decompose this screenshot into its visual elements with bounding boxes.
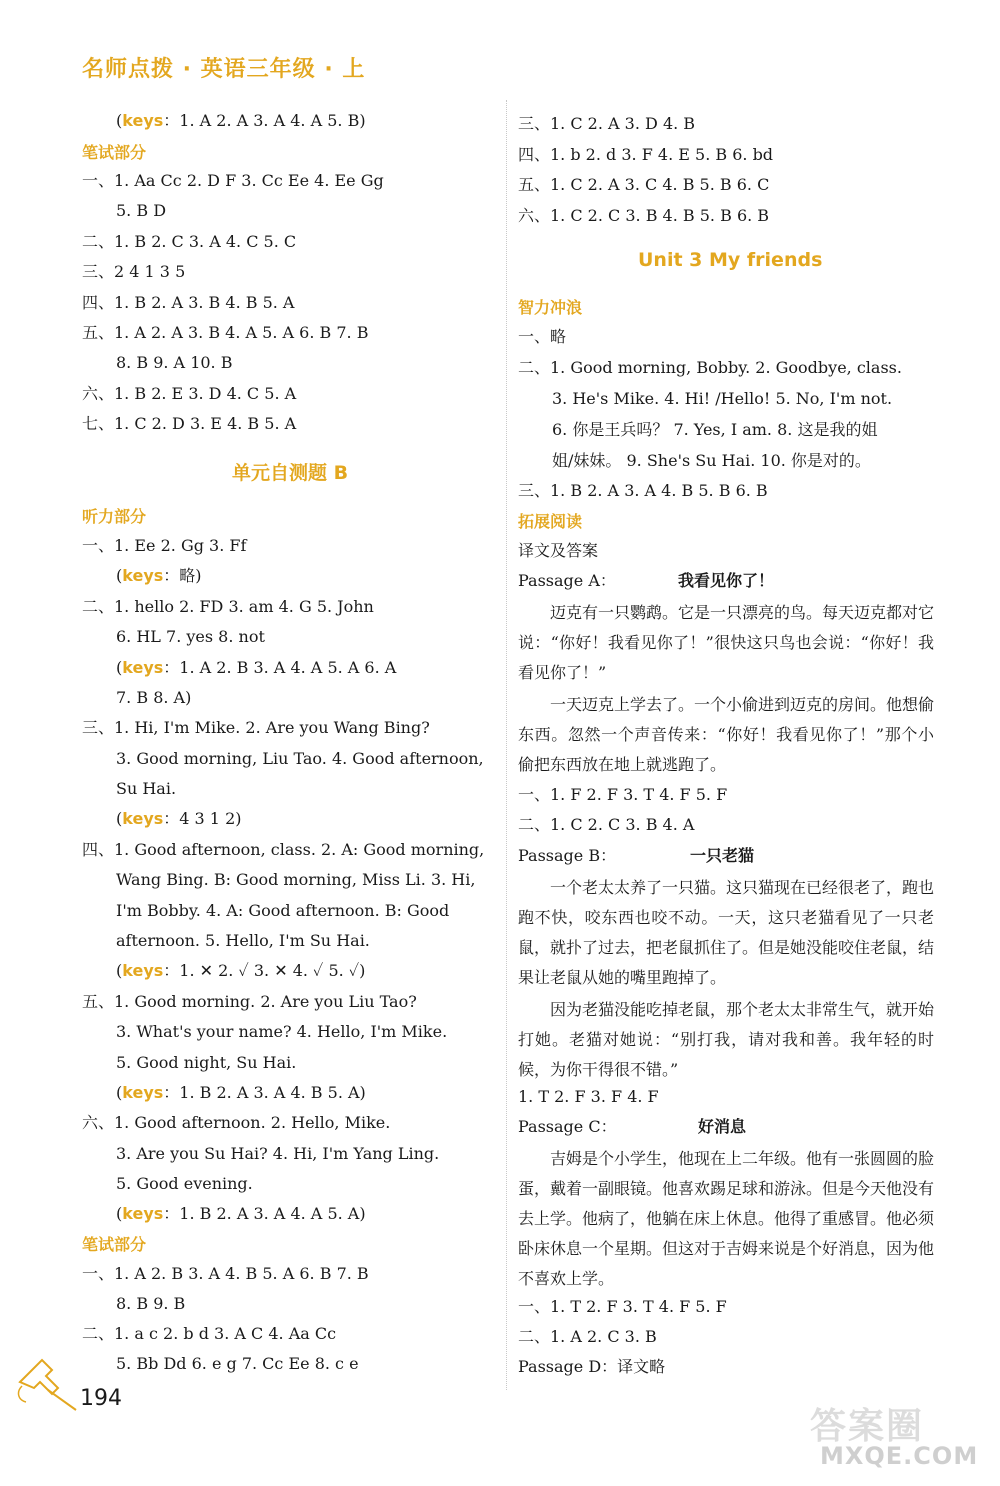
section-heading-reading: 拓展阅读: [518, 512, 583, 531]
answer-line: 8. B 9. A 10. B: [116, 353, 233, 372]
answer-line: 三、2 4 1 3 5: [82, 262, 186, 281]
passage-paragraph: 一天迈克上学去了。一个小偷进到迈克的房间。他想偷东西。忽然一个声音传来：“你好！我看见你了！”那个小偷把东西放在地上就逃跑了。: [518, 695, 935, 774]
keys-label: keys: [122, 809, 164, 828]
paren: (: [116, 961, 123, 980]
pushpin-icon: [12, 1352, 82, 1412]
subheading: 译文及答案: [518, 541, 599, 560]
passage-paragraph: 吉姆是个小学生，他现在上二年级。他有一张圆圆的脸蛋，戴着一副眼镜。他喜欢踢足球和游泳。但是今天他没有去上学。他病了，他躺在床上休息。他得了重感冒。他必须卧床休息一个星期。但这对于吉姆来说是个好消息，因为他不喜欢上学。: [518, 1149, 935, 1288]
answer-line: 3. He's Mike. 4. Hi! /Hello! 5. No, I'm not.: [552, 389, 893, 408]
answer-line: [116, 1082, 366, 1104]
keys-label: keys: [122, 658, 164, 677]
paren: (: [116, 658, 123, 677]
answer-line: 三、1. C 2. A 3. D 4. B: [518, 114, 696, 133]
paren: (: [116, 1083, 123, 1102]
answer-line: 3. What's your name? 4. Hello, I'm Mike.: [116, 1022, 448, 1041]
answer-line: [116, 110, 366, 132]
passage-b-heading: [518, 845, 755, 867]
answer-line: 七、1. C 2. D 3. E 4. B 5. A: [82, 414, 297, 433]
passage-c-heading: [518, 1116, 747, 1138]
answer-line: 六、1. C 2. C 3. B 4. B 5. B 6. B: [518, 206, 770, 225]
passage-a-heading: [518, 570, 775, 592]
answer-line: 5. B D: [116, 201, 167, 220]
paren: (: [116, 1204, 123, 1223]
answer-line: 二、1. a c 2. b d 3. A C 4. Aa Cc: [82, 1324, 337, 1343]
passage-title: 一只老猫: [690, 846, 755, 865]
answer-line: afternoon. 5. Hello, I'm Su Hai.: [116, 931, 370, 950]
answer-line: I'm Bobby. 4. A: Good afternoon. B: Good: [116, 901, 450, 920]
answer-line: 5. Good evening.: [116, 1174, 253, 1193]
answer-line: 二、1. C 2. C 3. B 4. A: [518, 815, 695, 834]
passage-title: 我看见你了！: [678, 571, 775, 590]
answer-text: ：1. A 2. A 3. A 4. A 5. B): [163, 111, 366, 130]
answer-line: 一、1. Aa Cc 2. D F 3. Cc Ee 4. Ee Gg: [82, 171, 384, 190]
answer-text: ：略): [163, 566, 202, 585]
answer-line: 6. 你是王兵吗？ 7. Yes, I am. 8. 这是我的姐: [552, 420, 878, 439]
passage-d-line: Passage D：译文略: [518, 1357, 666, 1376]
answer-line: 姐/妹妹。 9. She's Su Hai. 10. 你是对的。: [552, 451, 871, 470]
keys-label: keys: [122, 961, 164, 980]
unit-title: Unit 3 My friends: [638, 249, 823, 271]
passage-paragraph: 因为老猫没能吃掉老鼠，那个老太太非常生气，就开始打她。老猫对她说：“别打我，请对我和善。我年轻的时候，为你干得很不错。”: [518, 1000, 935, 1079]
keys-label: keys: [122, 1204, 164, 1223]
passage-label: Passage B：: [518, 846, 617, 865]
watermark-url: MXQE.COM: [820, 1442, 979, 1470]
page-header: 名师点拨 · 英语三年级 · 上: [82, 57, 366, 82]
answer-line: 三、1. Hi, I'm Mike. 2. Are you Wang Bing?: [82, 718, 430, 737]
answer-line: 二、1. B 2. C 3. A 4. C 5. C: [82, 232, 297, 251]
answer-line: 5. Bb Dd 6. e g 7. Cc Ee 8. c e: [116, 1354, 359, 1373]
answer-line: 3. Are you Su Hai? 4. Hi, I'm Yang Ling.: [116, 1144, 440, 1163]
answer-line: 四、1. Good afternoon, class. 2. A: Good morning,: [82, 840, 485, 859]
section-heading-writing: 笔试部分: [82, 143, 147, 162]
watermark-logo: [800, 1398, 990, 1480]
passage-paragraph: 一个老太太养了一只猫。这只猫现在已经很老了，跑也跑不快，咬东西也咬不动。一天，这只老猫看见了一只老鼠，就扑了过去，把老鼠抓住了。但是她没能咬住老鼠，结果让老鼠从她的嘴里跑掉了。: [518, 878, 935, 987]
passage-label: Passage A：: [518, 571, 616, 590]
unit-test-title: 单元自测题 B: [232, 462, 349, 484]
answer-line: 五、1. C 2. A 3. C 4. B 5. B 6. C: [518, 175, 770, 194]
passage-paragraph: 迈克有一只鹦鹉。它是一只漂亮的鸟。每天迈克都对它说：“你好！我看见你了！”很快这只鸟也会说：“你好！我看见你了！”: [518, 603, 935, 682]
answer-line: 5. Good night, Su Hai.: [116, 1053, 297, 1072]
answer-line: 四、1. B 2. A 3. B 4. B 5. A: [82, 293, 295, 312]
answer-line: 四、1. b 2. d 3. F 4. E 5. B 6. bd: [518, 145, 774, 164]
answer-line: 6. HL 7. yes 8. not: [116, 627, 265, 646]
answer-line: [116, 565, 202, 587]
answer-text: ：1. ✕ 2. ✓ 3. ✕ 4. ✓ 5. ✓): [163, 961, 366, 980]
answer-line: 五、1. A 2. A 3. B 4. A 5. A 6. B 7. B: [82, 323, 369, 342]
section-heading-writing: 笔试部分: [82, 1235, 147, 1254]
answer-text: ：1. B 2. A 3. A 4. B 5. A): [163, 1083, 366, 1102]
paren: (: [116, 809, 123, 828]
answer-line: 一、略: [518, 327, 567, 346]
answer-line: 一、1. A 2. B 3. A 4. B 5. A 6. B 7. B: [82, 1264, 369, 1283]
answer-line: 五、1. Good morning. 2. Are you Liu Tao?: [82, 992, 417, 1011]
section-heading-brain: 智力冲浪: [518, 298, 583, 317]
watermark-text: 答案圈: [810, 1406, 925, 1447]
answer-text: ：1. A 2. B 3. A 4. A 5. A 6. A: [163, 658, 397, 677]
passage-title: 好消息: [698, 1117, 747, 1136]
answer-line: 8. B 9. B: [116, 1294, 186, 1313]
page-number: 194: [80, 1386, 122, 1411]
answer-line: 一、1. Ee 2. Gg 3. Ff: [82, 536, 247, 555]
answer-line: Su Hai.: [116, 779, 177, 798]
answer-line: [116, 960, 365, 982]
paren: (: [116, 566, 123, 585]
keys-label: keys: [122, 111, 164, 130]
answer-line: 一、1. T 2. F 3. T 4. F 5. F: [518, 1297, 727, 1316]
answer-line: 3. Good morning, Liu Tao. 4. Good afternoon,: [116, 749, 484, 768]
answer-line: 二、1. A 2. C 3. B: [518, 1327, 657, 1346]
answer-line: 1. T 2. F 3. F 4. F: [518, 1087, 659, 1106]
answer-text: ：1. B 2. A 3. A 4. A 5. A): [163, 1204, 366, 1223]
answer-line: [116, 1203, 366, 1225]
keys-label: keys: [122, 566, 164, 585]
paren: (: [116, 111, 123, 130]
column-divider: [506, 100, 507, 1390]
passage-label: Passage C：: [518, 1117, 617, 1136]
answer-line: [116, 657, 396, 679]
answer-line: 二、1. hello 2. FD 3. am 4. G 5. John: [82, 597, 374, 616]
answer-line: [116, 808, 242, 830]
keys-label: keys: [122, 1083, 164, 1102]
answer-line: 7. B 8. A): [116, 688, 192, 707]
answer-line: 二、1. Good morning, Bobby. 2. Goodbye, class.: [518, 358, 902, 377]
answer-line: 三、1. B 2. A 3. A 4. B 5. B 6. B: [518, 481, 768, 500]
section-heading-listening: 听力部分: [82, 507, 147, 526]
answer-line: 六、1. B 2. E 3. D 4. C 5. A: [82, 384, 297, 403]
answer-line: Wang Bing. B: Good morning, Miss Li. 3. Hi,: [116, 870, 476, 889]
answer-text: ：4 3 1 2): [163, 809, 242, 828]
answer-line: 一、1. F 2. F 3. T 4. F 5. F: [518, 785, 728, 804]
answer-line: 六、1. Good afternoon. 2. Hello, Mike.: [82, 1113, 391, 1132]
